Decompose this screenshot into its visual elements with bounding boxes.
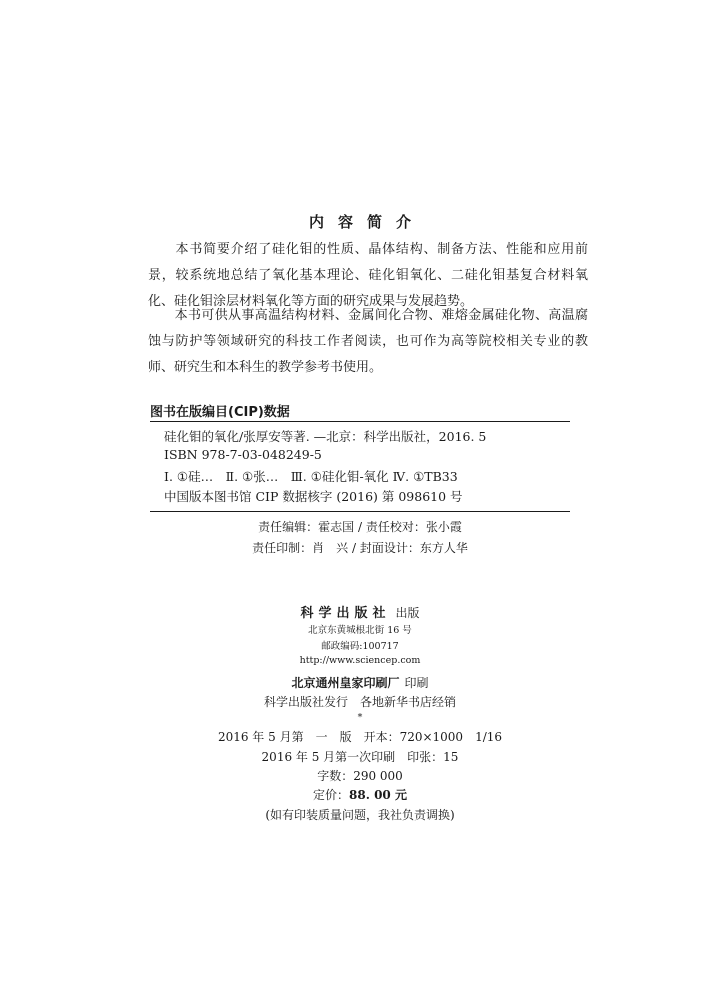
cip-heading: 图书在版编目(CIP)数据 — [150, 405, 290, 420]
publisher-suffix: 出版 — [395, 606, 420, 620]
cip-line-isbn: ISBN 978-7-03-048249-5 — [164, 447, 322, 462]
editor-credits: 责任编辑：霍志国 / 责任校对：张小霞 — [258, 520, 462, 534]
printing-line: 2016 年 5 月第一次印刷 印张：15 — [261, 750, 459, 764]
separator-star: * — [357, 712, 363, 723]
price-line — [0, 786, 720, 803]
price-value: 88. 00 元 — [349, 788, 407, 802]
printer-name: 北京通州皇家印刷厂 — [291, 676, 400, 690]
cip-bottom-rule — [150, 511, 570, 512]
publisher-line — [0, 602, 720, 621]
price-label: 定价： — [313, 788, 350, 802]
printer-suffix: 印刷 — [404, 676, 429, 690]
publisher-url: http://www.sciencep.com — [299, 655, 421, 666]
distribution-line: 科学出版社发行 各地新华书店经销 — [263, 695, 456, 709]
publisher-postcode: 邮政编码:100717 — [321, 641, 399, 652]
intro-paragraph-2: 本书可供从事高温结构材料、金属间化合物、难熔金属硅化物、高温腐蚀与防护等领域研究的科技工作者阅读，也可作为高等院校相关专业的教师、研究生和本科生的教学参考书使用。 — [148, 308, 588, 375]
edition-line: 2016 年 5 月第 一 版 开本：720×1000 1/16 — [217, 730, 503, 744]
publisher-name: 科学出版社 — [300, 606, 391, 621]
publisher-address: 北京东黄城根北街 16 号 — [308, 625, 412, 636]
cip-top-rule — [150, 421, 570, 422]
word-count: 字数：290 000 — [317, 769, 403, 783]
intro-title: 内容简介 — [308, 213, 425, 231]
cip-line-title: 硅化钼的氧化/张厚安等著. —北京：科学出版社，2016. 5 — [164, 429, 487, 444]
intro-paragraph-1: 本书简要介绍了硅化钼的性质、晶体结构、制备方法、性能和应用前景，较系统地总结了氧化基本理论、硅化钼氧化、二硅化钼基复合材料氧化、硅化钼涂层材料氧化等方面的研究成果与发展趋势。 — [148, 242, 588, 309]
cip-line-record: 中国版本图书馆 CIP 数据核字 (2016) 第 098610 号 — [164, 489, 463, 504]
printer-line — [0, 672, 720, 691]
replacement-note: (如有印装质量问题，我社负责调换) — [265, 808, 455, 822]
cip-line-classification: Ⅰ. ①硅… Ⅱ. ①张… Ⅲ. ①硅化钼-氧化 Ⅳ. ①TB33 — [164, 469, 458, 484]
production-credits: 责任印制：肖 兴 / 封面设计：东方人华 — [252, 541, 468, 555]
